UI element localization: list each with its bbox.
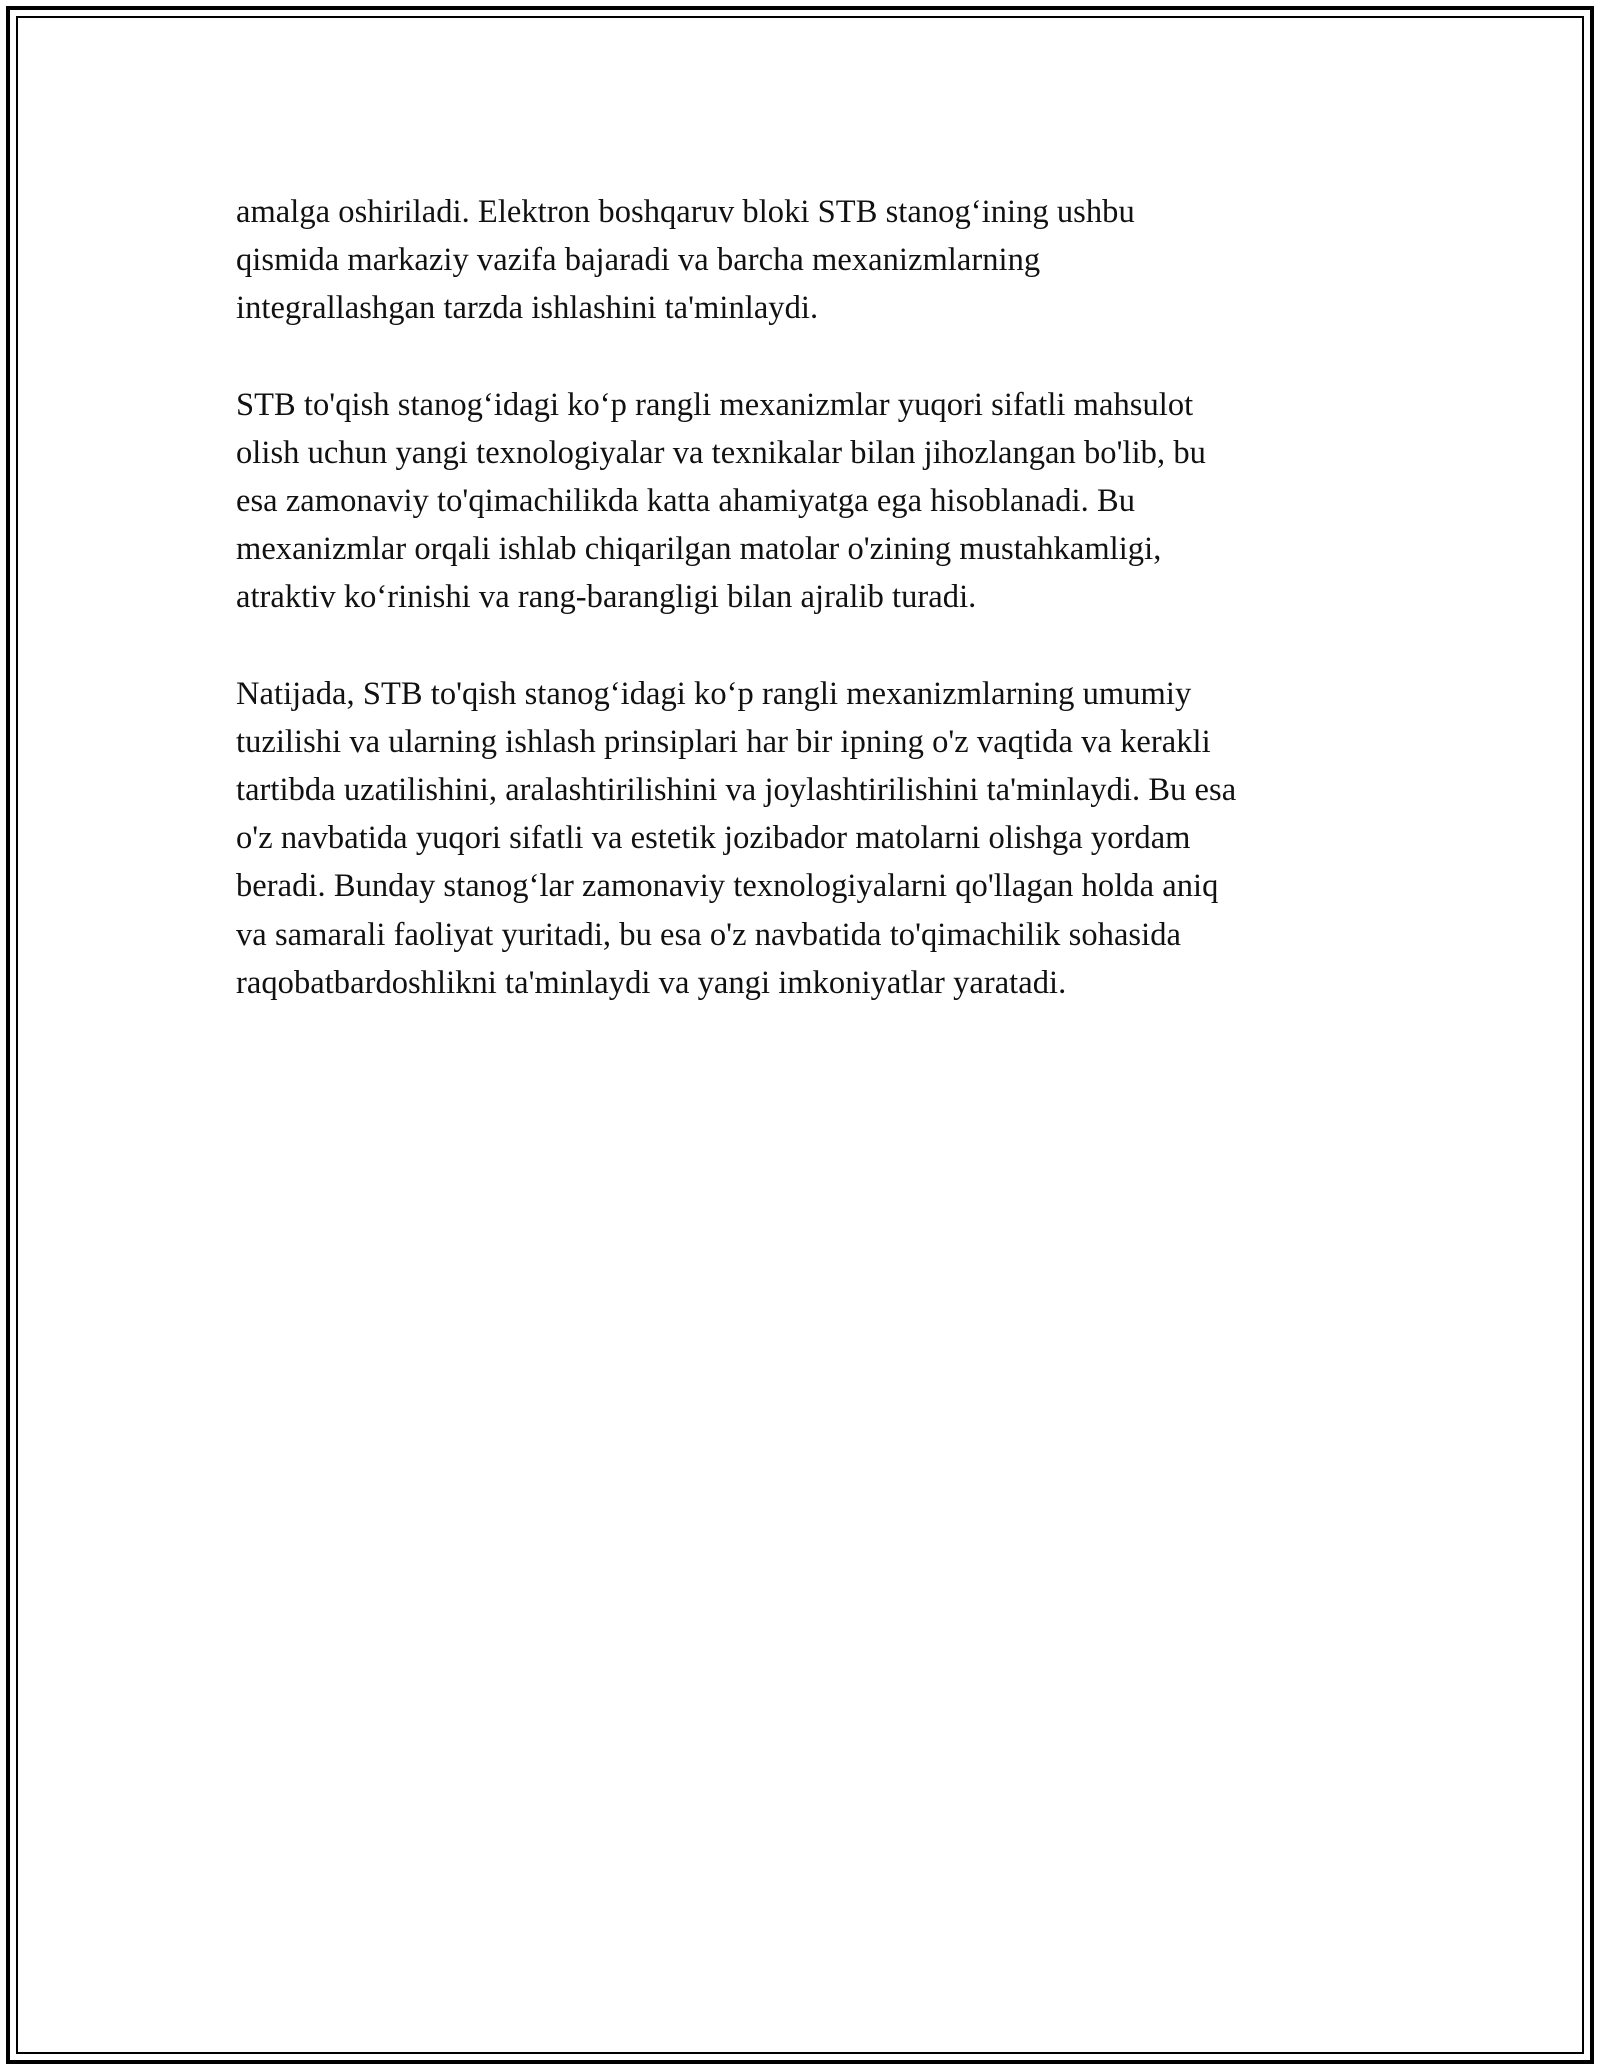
paragraph-3: Natijada, STB to'qish stanog‘idagi ko‘p rangli mexanizmlarning umumiy tuzilishi va ularning ishlash prinsiplari har bir ipning o'z vaqtida va kerakli tartibda uzatilishini, aralashtirilishini va joylashtirilishini ta'minlaydi. Bu esa o'z navbatida yuqori sifatli va estetik jozibador matolarni olishga yordam beradi. Bunday stanog‘lar zamonaviy texnologiyalarni qo'llagan holda aniq va samarali faoliyat yuritadi, bu esa o'z navbatida to'qimachilik sohasida raqobatbardoshlikni ta'minlaydi va yangi imkoniyatlar yaratadi. [236,675,1237,1001]
paragraph-1: amalga oshiriladi. Elektron boshqaruv bloki STB stanog‘ining ushbu qismida markaziy vazifa bajaradi va barcha mexanizmlarning integrallashgan tarzda ishlashini ta'minlaydi. [236,194,1135,327]
paragraph-2: STB to'qish stanog‘idagi ko‘p rangli mexanizmlar yuqori sifatli mahsulot olish uchun yangi texnologiyalar va texnikalar bilan jihozlangan bo'lib, bu esa zamonaviy to'qimachilikda katta ahamiyatga ega hisoblanadi. Bu mexanizmlar orqali ishlab chiqarilgan matolar o'zining mustahkamligi, atraktiv ko‘rinishi va rang-barangligi bilan ajralib turadi. [236,386,1206,616]
document-body [236,188,1366,1055]
